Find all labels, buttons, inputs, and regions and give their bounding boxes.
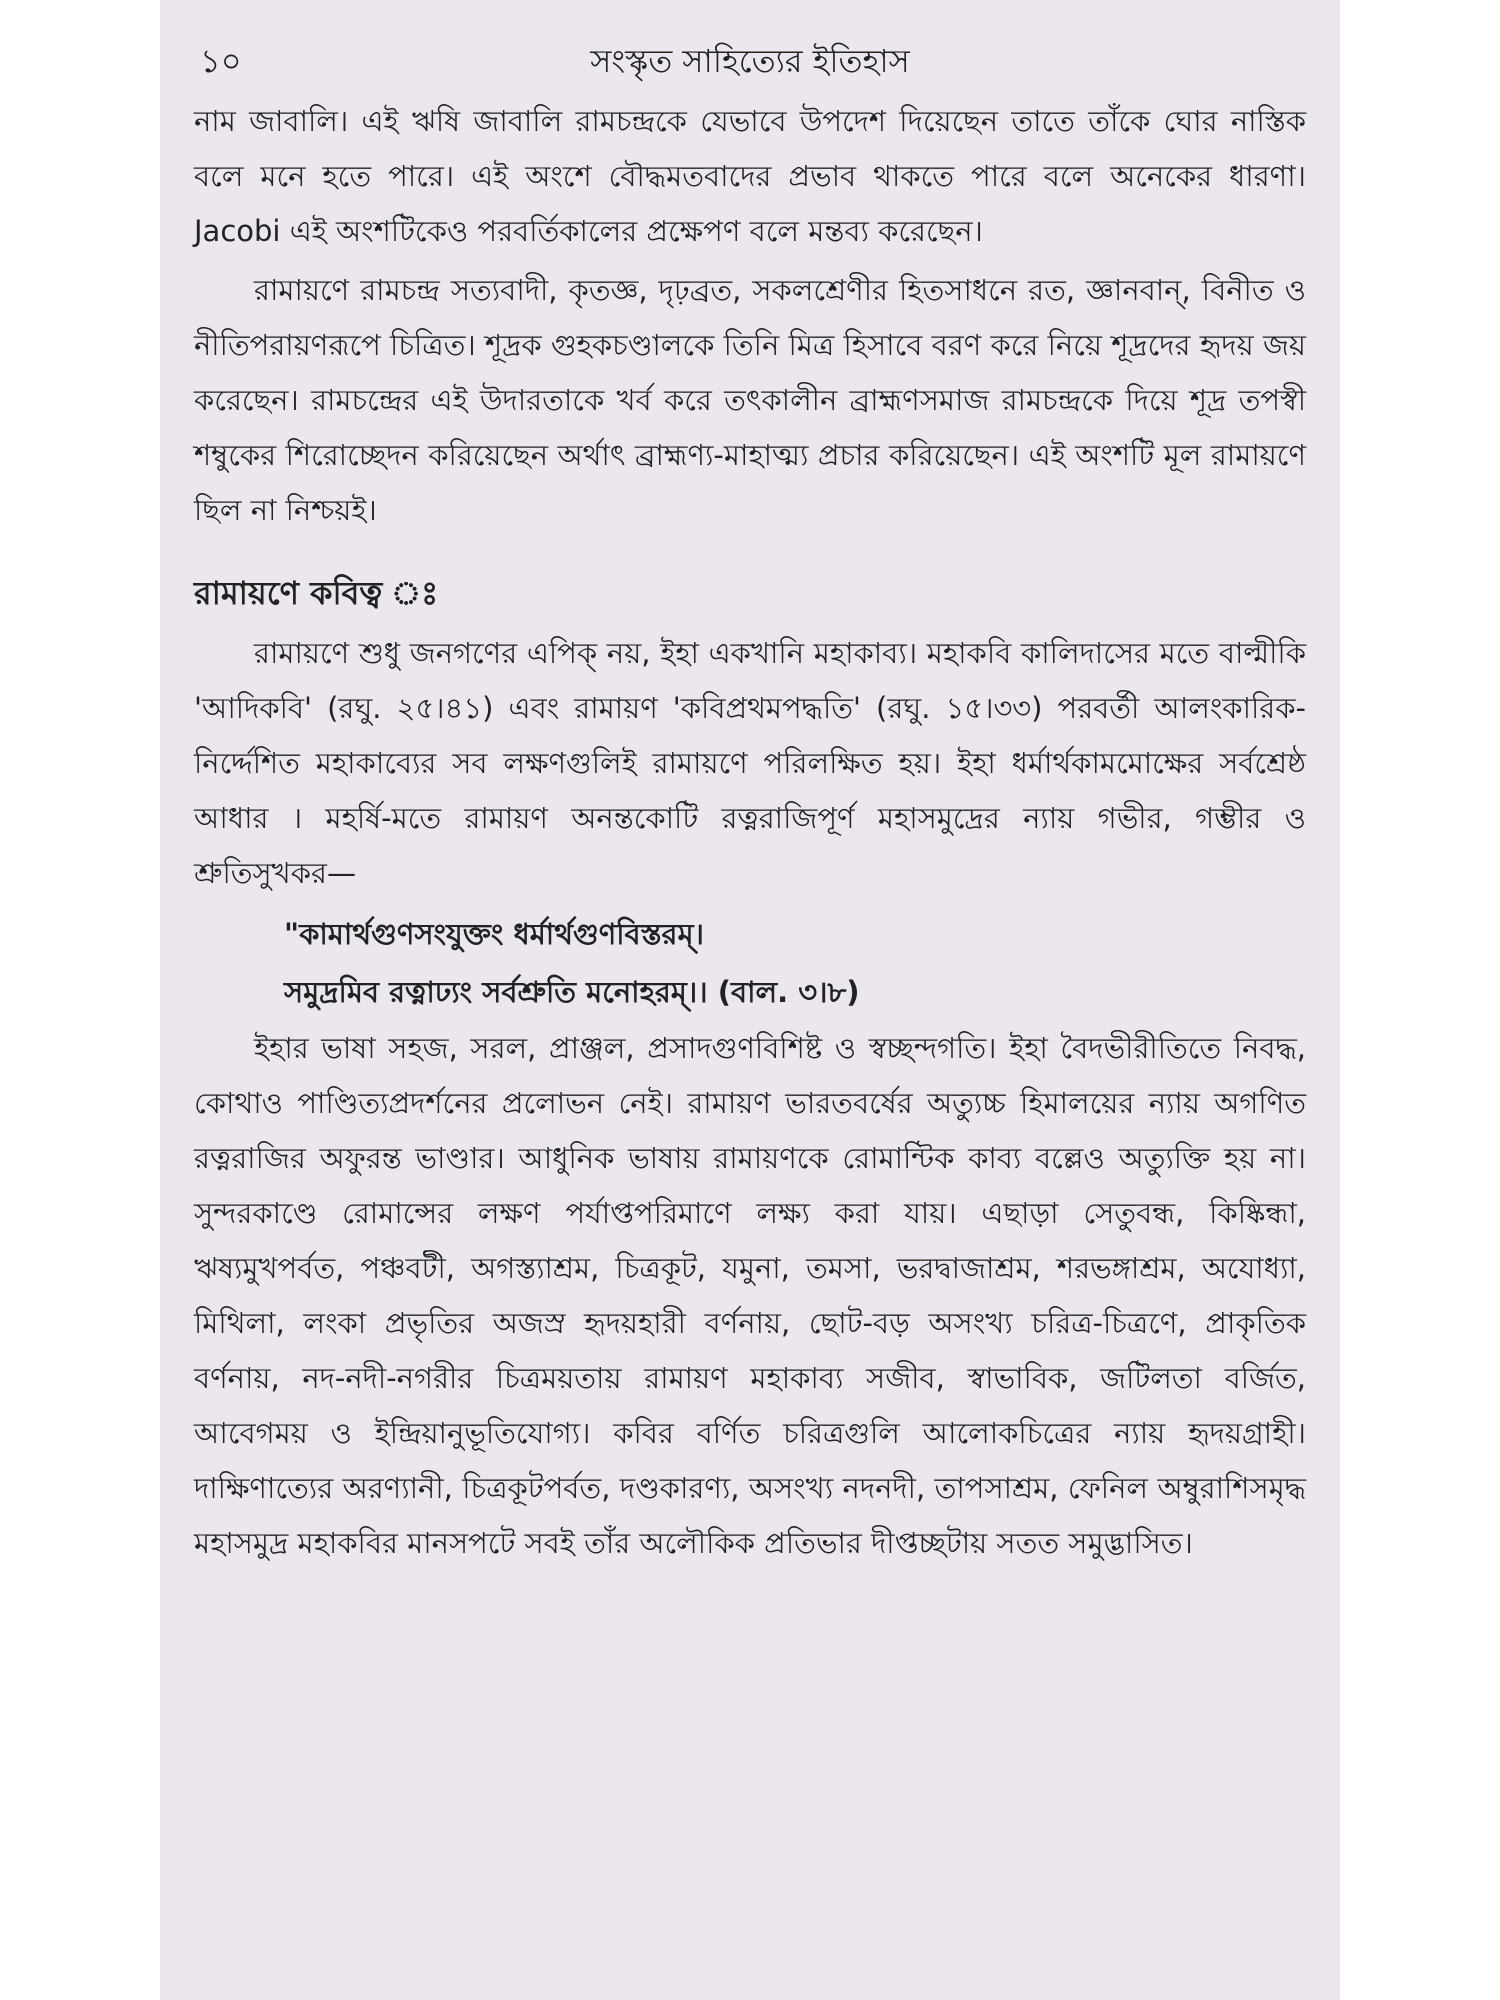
book-page: [160, 0, 1340, 2000]
section-heading: রামায়ণে কবিত্ব ঃ: [194, 574, 439, 612]
page-number: ১০: [200, 42, 242, 80]
page-header: [194, 28, 1306, 84]
paragraph-2: রামায়ণে রামচন্দ্র সত্যবাদী, কৃতজ্ঞ, দৃঢ়ব্রত, সকলশ্রেণীর হিতসাধনে রত, জ্ঞানবান্, বিনীত ও নীতিপরায়ণরূপে চিত্রিত। শূদ্রক গুহকচণ্ডালকে তিনি মিত্র হিসাবে বরণ করে নিয়ে শূদ্রদের হৃদয় জয় করেছেন। রামচন্দ্রের এই উদারতাকে খর্ব করে তৎকালীন ব্রাহ্মণসমাজ রামচন্দ্রকে দিয়ে শূদ্র তপস্বী শম্বুকের শিরোচ্ছেদন করিয়েছেন অর্থাৎ ব্রাহ্মণ্য-মাহাত্ম্য প্রচার করিয়েছেন। এই অংশটি মূল রামায়ণে ছিল না নিশ্চয়ই।: [194, 273, 1306, 527]
verse-line-1: "কামার্থগুণসংযুক্তং ধর্মার্থগুণবিস্তরম্।: [284, 917, 704, 951]
paragraph-4: ইহার ভাষা সহজ, সরল, প্রাঞ্জল, প্রসাদগুণবিশিষ্ট ও স্বচ্ছন্দগতি। ইহা বৈদভীরীতিতে নিবদ্ধ, কোথাও পাণ্ডিত্যপ্রদর্শনের প্রলোভন নেই। রামায়ণ ভারতবর্ষের অত্যুচ্চ হিমালয়ের ন্যায় অগণিত রত্নরাজির অফুরন্ত ভাণ্ডার। আধুনিক ভাষায় রামায়ণকে রোমান্টিক কাব্য বল্লেও অত্যুক্তি হয় না। সুন্দরকাণ্ডে রোমান্সের লক্ষণ পর্যাপ্তপরিমাণে লক্ষ্য করা যায়। এছাড়া সেতুবন্ধ, কিষ্কিন্ধা, ঋষ্যমুখপর্বত, পঞ্চবটী, অগস্ত্যাশ্রম, চিত্রকূট, যমুনা, তমসা, ভরদ্বাজাশ্রম, শরভঙ্গাশ্রম, অযোধ্যা, মিথিলা, লংকা প্রভৃতির অজস্র হৃদয়হারী বর্ণনায়, ছোট-বড় অসংখ্য চরিত্র-চিত্রণে, প্রাকৃতিক বর্ণনায়, নদ-নদী-নগরীর চিত্রময়তায় রামায়ণ মহাকাব্য সজীব, স্বাভাবিক, জটিলতা বর্জিত, আবেগময় ও ইন্দ্রিয়ানুভূতিযোগ্য। কবির বর্ণিত চরিত্রগুলি আলোকচিত্রের ন্যায় হৃদয়গ্রাহী। দাক্ষিণাত্যের অরণ্যানী, চিত্রকূটপর্বত, দণ্ডকারণ্য, অসংখ্য নদনদী, তাপসাশ্রম, ফেনিল অম্বুরাশিসমৃদ্ধ মহাসমুদ্র মহাকবির মানসপটে সবই তাঁর অলৌকিক প্রতিভার দীপ্তচ্ছটায় সতত সমুদ্ভাসিত।: [194, 1031, 1306, 1560]
verse-line-2: সমুদ্রমিব রত্নাঢ্যং সর্বশ্রুতি মনোহরম্।। (বাল. ৩।৮): [284, 975, 860, 1009]
running-title: সংস্কৃত সাহিত্যের ইতিহাস: [590, 42, 910, 80]
paragraph-1: নাম জাবালি। এই ঋষি জাবালি রামচন্দ্রকে যেভাবে উপদেশ দিয়েছেন তাতে তাঁকে ঘোর নাস্তিক বলে মনে হতে পারে। এই অংশে বৌদ্ধমতবাদের প্রভাব থাকতে পারে বলে অনেকের ধারণা। Jacobi এই অংশটিকেও পরবর্তিকালের প্রক্ষেপণ বলে মন্তব্য করেছেন।: [194, 104, 1306, 248]
paragraph-3: রামায়ণে শুধু জনগণের এপিক্ নয়, ইহা একখানি মহাকাব্য। মহাকবি কালিদাসের মতে বাল্মীকি 'আদিকবি' (রঘু. ২৫।৪১) এবং রামায়ণ 'কবিপ্রথমপদ্ধতি' (রঘু. ১৫।৩৩) পরবর্তী আলংকারিক-নির্দ্দেশিত মহাকাব্যের সব লক্ষণগুলিই রামায়ণে পরিলক্ষিত হয়। ইহা ধর্মার্থকামমোক্ষের সর্বশ্রেষ্ঠ আধার । মহর্ষি-মতে রামায়ণ অনন্তকোটি রত্নরাজিপূর্ণ মহাসমুদ্রের ন্যায় গভীর, গম্ভীর ও শ্রুতিসুখকর—: [194, 636, 1306, 890]
page-body: [194, 94, 1306, 1571]
